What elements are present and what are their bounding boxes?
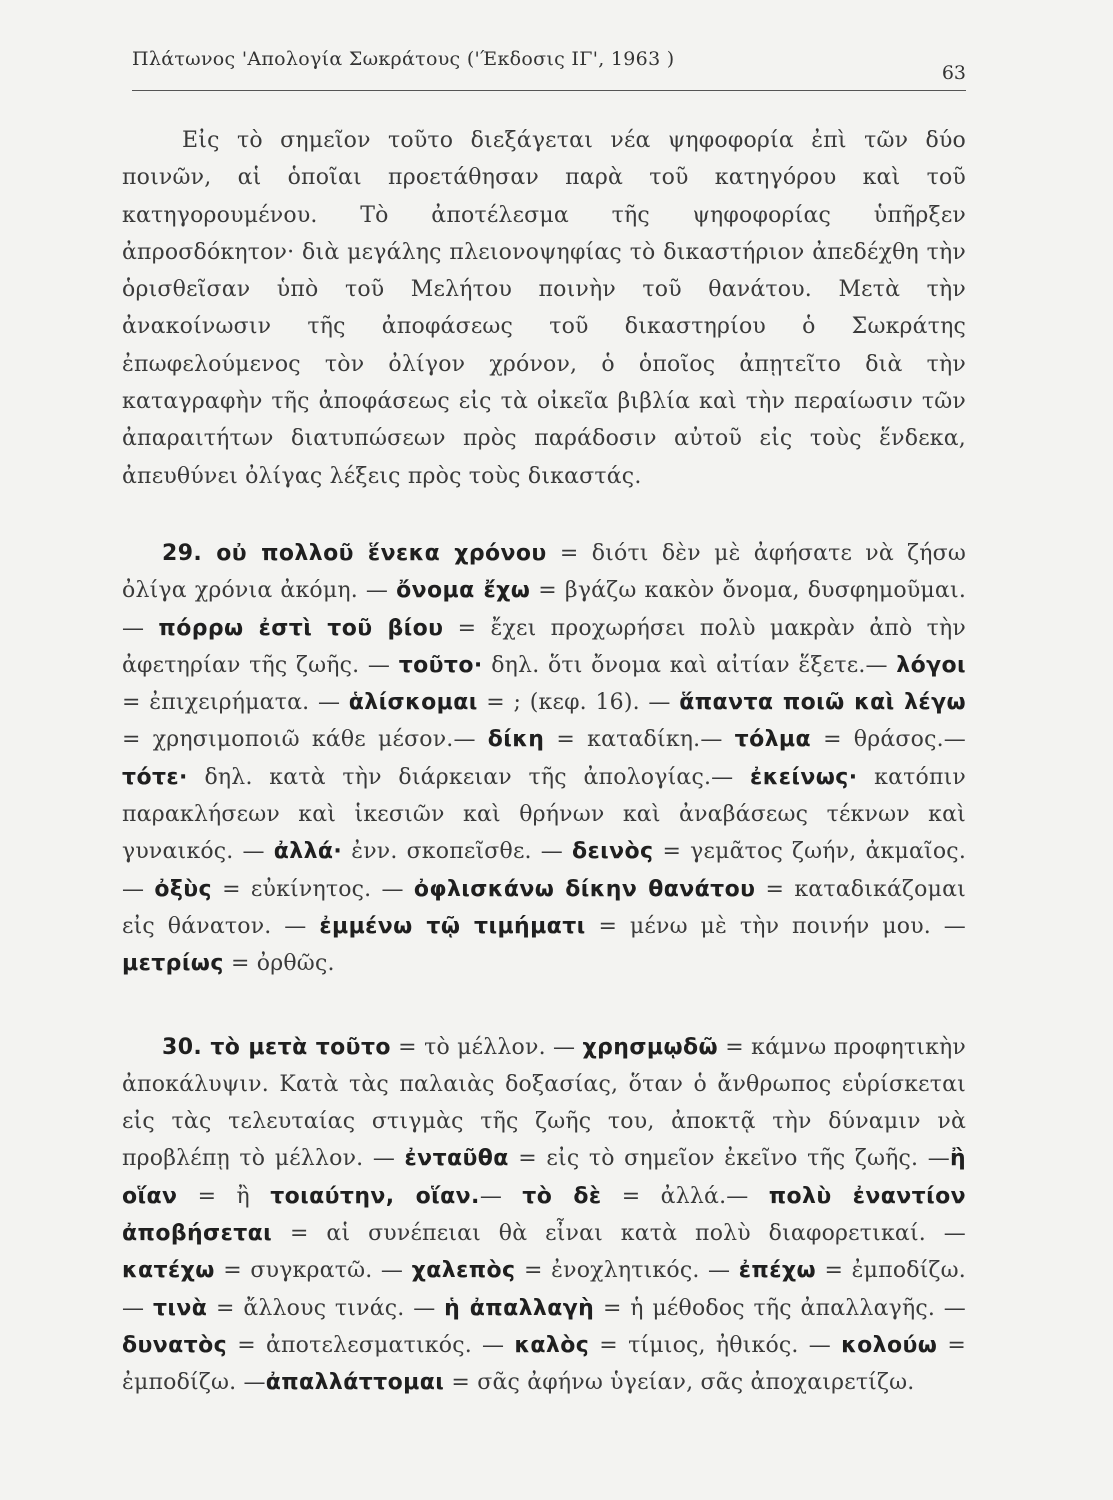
- lemma-term: κολούω: [841, 1332, 938, 1358]
- lemma-term: ὀφλισκάνω δίκην θανάτου: [413, 876, 756, 902]
- lemma-gloss: = ἐμποδίζω. —: [122, 1332, 967, 1396]
- lemma-gloss: = ἄλλους τινάς. —: [207, 1295, 445, 1321]
- lemma-term: τότε·: [122, 764, 188, 790]
- page-number: 63: [941, 62, 966, 84]
- lemma-gloss: = σᾶς ἀφήνω ὑγείαν, σᾶς ἀποχαιρετίζω.: [444, 1370, 915, 1396]
- lemma-gloss: = διότι δὲν μὲ ἀφήσατε νὰ ζήσω ὀλίγα χρόνια ἀκόμη. —: [122, 540, 967, 604]
- lemma-gloss: = αἱ συνέπειαι θὰ εἶναι κατὰ πολὺ διαφορετικαί. —: [272, 1221, 966, 1247]
- lemma-gloss: = εἰς τὸ σημεῖον ἐκεῖνο τῆς ζωῆς. —: [508, 1146, 950, 1172]
- lemma-term: καλὸς: [514, 1332, 590, 1358]
- lemma-term: μετρίως: [122, 951, 224, 977]
- lemma-term: τόλμα: [734, 727, 812, 753]
- section-number: 30.: [162, 1034, 211, 1060]
- lemma-term: δίκη: [487, 727, 545, 753]
- lemma-term: ἐκείνως·: [750, 764, 858, 790]
- lemma-term: δυνατὸς: [122, 1332, 228, 1358]
- lemma-gloss: = ἢ: [177, 1183, 271, 1209]
- lemma-gloss: = ἔχει προχωρήσει πολὺ μακρὰν ἀπὸ τὴν ἀφετηρίαν τῆς ζωῆς. —: [122, 615, 966, 678]
- lemma-term: ἀπαλλάττομαι: [265, 1370, 445, 1396]
- lemma-term: τοιαύτην, οἵαν.: [270, 1183, 480, 1209]
- intro-paragraph: Εἰς τὸ σημεῖον τοῦτο διεξάγεται νέα ψηφοφορία ἐπὶ τῶν δύο ποινῶν, αἱ ὁποῖαι προετάθησαν παρὰ τοῦ κατηγόρου καὶ τοῦ κατηγορουμένου. Τὸ ἀποτέλεσμα τῆς ψηφοφορίας ὑπῆρξεν ἀπροσδόκητον· διὰ μεγάλης πλειονοψηφίας τὸ δικαστήριον ἀπεδέχθη τὴν ὁρισθεῖσαν ὑπὸ τοῦ Μελήτου ποινὴν τοῦ θανάτου. Μετὰ τὴν ἀνακοίνωσιν τῆς ἀποφάσεως τοῦ δικαστηρίου ὁ Σωκράτης ἐπωφελούμενος τὸν ὀλίγον χρόνον, ὁ ὁποῖος ἀπῃτεῖτο διὰ τὴν καταγραφὴν τῆς ἀποφάσεως εἰς τὰ οἰκεῖα βιβλία καὶ τὴν περαίωσιν τῶν ἀπαραιτήτων διατυπώσεων πρὸς παράδοσιν αὐτοῦ εἰς τοὺς ἕνδεκα, ἀπευθύνει ὀλίγας λέξεις πρὸς τοὺς δικαστάς.: [122, 128, 966, 489]
- section-number: 29.: [162, 540, 217, 566]
- lemma-gloss: κατόπιν παρακλήσεων καὶ ἱκεσιῶν καὶ θρήνων καὶ ἀναβάσεως τέκνων καὶ γυναικός. —: [122, 764, 967, 865]
- lemma-term: τοῦτο·: [398, 652, 483, 678]
- lemma-term: χαλεπὸς: [411, 1258, 516, 1284]
- lemma-term: ἡ ἀπαλλαγὴ: [444, 1295, 595, 1321]
- lemma-term: πολὺ ἐναντίον ἀποβήσεται: [122, 1183, 966, 1247]
- lemma-gloss: = γεμᾶτος ζωήν, ἀκμαῖος. —: [122, 839, 967, 902]
- running-head: [132, 44, 966, 91]
- body-text: [122, 122, 966, 1402]
- lemma-gloss: = καταδικάζομαι εἰς θάνατον. —: [122, 876, 966, 939]
- lemma-gloss: = εὐκίνητος. —: [211, 876, 414, 902]
- lemma-term: πόρρω ἐστὶ τοῦ βίου: [158, 615, 444, 641]
- lemma-gloss: = ἀποτελεσματικός. —: [227, 1332, 515, 1358]
- lemma-gloss: = θράσος.—: [811, 727, 966, 753]
- lemma-term: ἀλλά·: [273, 839, 343, 865]
- lemma-gloss: = καταδίκη.—: [544, 727, 735, 753]
- lemma-gloss: = συγκρατῶ. —: [214, 1258, 412, 1284]
- lemma-term: ἐπέχω: [738, 1258, 816, 1284]
- lemma-gloss: δηλ. ὅτι ὄνομα καὶ αἰτίαν ἕξετε.—: [482, 652, 897, 678]
- lemma-term: χρησμῳδῶ: [582, 1034, 718, 1060]
- lemma-term: οὐ πολλοῦ ἕνεκα χρόνου: [216, 540, 547, 566]
- lemma-term: ἐνταῦθα: [404, 1146, 509, 1172]
- lemma-gloss: = τὸ μέλλον. —: [390, 1034, 583, 1060]
- lemma-gloss: = μένω μὲ τὴν ποινήν μου. —: [585, 913, 966, 939]
- lemma-term: τὸ μετὰ τοῦτο: [210, 1034, 391, 1060]
- lemma-term: ἁλίσκομαι: [348, 690, 478, 716]
- lemma-term: ὀξὺς: [154, 876, 212, 902]
- commentary-section-29: [122, 535, 966, 983]
- lemma-gloss: ἐνν. σκοπεῖσθε. —: [342, 839, 572, 865]
- lemma-gloss: = τίμιος, ἠθικός. —: [589, 1332, 842, 1358]
- lemma-gloss: δηλ. κατὰ τὴν διάρκειαν τῆς ἀπολογίας.—: [187, 764, 751, 790]
- lemma-gloss: = ἡ μέθοδος τῆς ἀπαλλαγῆς. —: [594, 1295, 966, 1321]
- lemma-term: κατέχω: [122, 1258, 215, 1284]
- lemma-gloss: —: [479, 1183, 523, 1209]
- lemma-term: ὄνομα ἔχω: [396, 578, 531, 604]
- lemma-gloss: = ὀρθῶς.: [223, 951, 335, 977]
- book-title-header: Πλάτωνος 'Απολογία Σωκράτους ('Έκδοσις ΙΓ', 1963 ): [132, 48, 675, 70]
- lemma-gloss: = ἐπιχειρήματα. —: [122, 690, 349, 716]
- lemma-term: τὸ δὲ: [522, 1183, 602, 1209]
- lemma-gloss: = βγάζω κακὸν ὄνομα, δυσφημοῦμαι. —: [122, 578, 967, 641]
- lemma-gloss: = ἀλλά.—: [601, 1183, 769, 1209]
- lemma-term: λόγοι: [896, 652, 966, 678]
- lemma-gloss: = κάμνω προφητικὴν ἀποκάλυψιν. Κατὰ τὰς παλαιὰς δοξασίας, ὅταν ὁ ἄνθρωπος εὑρίσκεται εἰς τὰς τελευταίας στιγμὰς τῆς ζωῆς του, ἀποκτᾷ τὴν δύναμιν νὰ προβλέπῃ τὸ μέλλον. —: [122, 1034, 966, 1172]
- lemma-term: τινὰ: [152, 1295, 208, 1321]
- lemma-gloss: = ἐμποδίζω. —: [122, 1258, 967, 1321]
- lemma-gloss: = ; (κεφ. 16). —: [477, 690, 680, 716]
- lemma-term: ἢ οἵαν: [122, 1146, 966, 1209]
- lemma-term: δεινὸς: [572, 839, 654, 865]
- lemma-gloss: = χρησιμοποιῶ κάθε μέσον.—: [122, 727, 488, 753]
- lemma-term: ἐμμένω τῷ τιμήματι: [319, 913, 586, 939]
- lemma-gloss: = ἐνοχλητικός. —: [515, 1258, 739, 1284]
- lemma-term: ἅπαντα ποιῶ καὶ λέγω: [679, 690, 966, 716]
- commentary-section-30: [122, 1029, 966, 1402]
